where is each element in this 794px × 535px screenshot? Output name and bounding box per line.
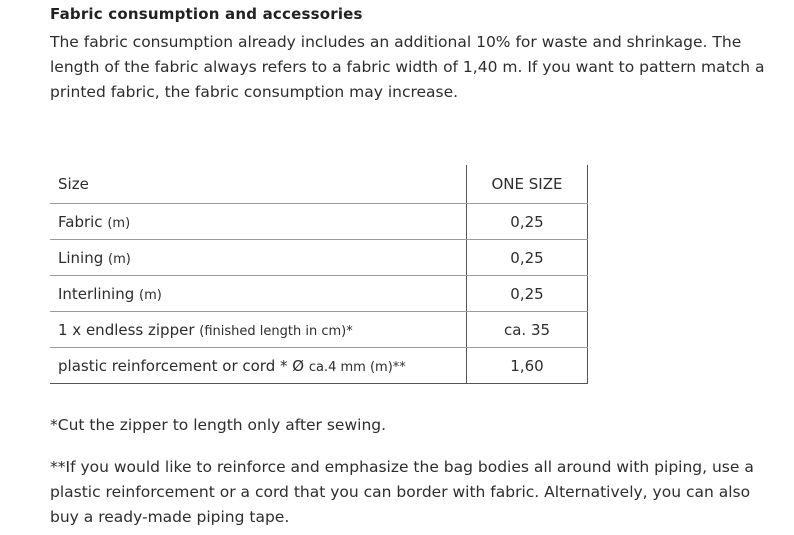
row-unit: (m)	[107, 215, 131, 231]
row-unit: (finished length in cm)*	[199, 323, 353, 339]
fabric-consumption-table	[50, 165, 588, 384]
zipper-note: *Cut the zipper to length only after sewing.	[50, 416, 387, 434]
section-heading: Fabric consumption and accessories	[50, 5, 363, 23]
row-unit: (m)	[139, 287, 162, 303]
row-label	[50, 204, 467, 240]
table-row	[50, 276, 588, 312]
row-value: 0,25	[467, 204, 588, 240]
piping-note: **If you would like to reinforce and emphasize the bag bodies all around with piping, use a plastic reinforcement or a cord that you can border with fabric. Alternatively, you can also buy a ready-made piping tape.	[50, 458, 754, 526]
table-header-row	[50, 165, 588, 204]
row-label	[50, 276, 467, 312]
table-row	[50, 312, 588, 348]
size-value: ONE SIZE	[467, 165, 588, 204]
table-row	[50, 240, 588, 276]
row-value: ca. 35	[467, 312, 588, 348]
row-label-text: plastic reinforcement or cord * Ø	[58, 356, 305, 375]
row-label	[50, 348, 467, 384]
row-label-text: 1 x endless zipper	[58, 320, 195, 339]
table-row	[50, 204, 588, 240]
row-value: 0,25	[467, 276, 588, 312]
row-value: 1,60	[467, 348, 588, 384]
row-label-text: Interlining	[58, 284, 135, 303]
row-value: 0,25	[467, 240, 588, 276]
row-label	[50, 312, 467, 348]
intro-paragraph: The fabric consumption already includes an additional 10% for waste and shrinkage. The length of the fabric always refers to a fabric width of 1,40 m. If you want to pattern match a printed fabric, the fabric consumption may increase.	[50, 33, 765, 101]
table-row	[50, 348, 588, 384]
size-label: Size	[50, 165, 467, 204]
row-unit: ca.4 mm (m)**	[308, 359, 406, 375]
row-label-text: Lining	[58, 248, 104, 267]
row-label	[50, 240, 467, 276]
row-unit: (m)	[108, 251, 131, 267]
row-label-text: Fabric	[58, 212, 103, 231]
